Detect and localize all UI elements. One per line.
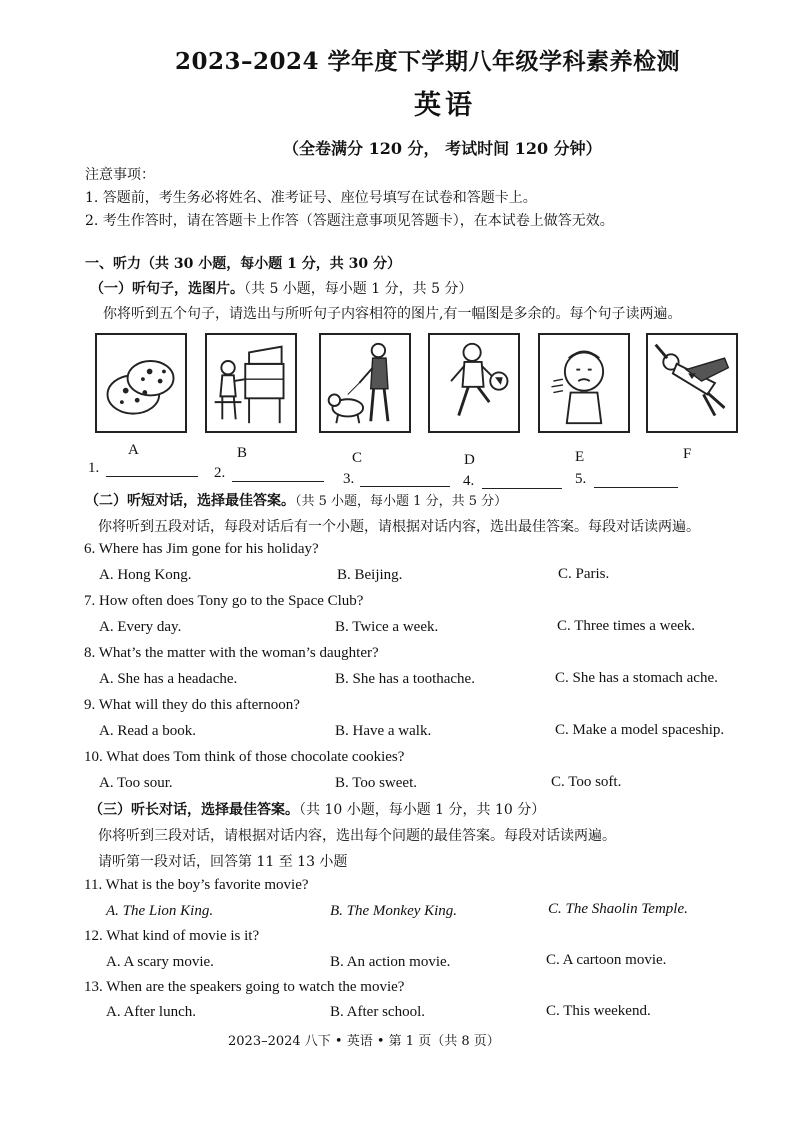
q10-option-c[interactable]: C. Too soft. — [551, 774, 622, 790]
answer-blank-1[interactable] — [106, 476, 198, 477]
q8-option-a[interactable]: A. She has a headache. — [99, 671, 238, 687]
part1-heading-line — [90, 278, 472, 298]
superman-icon — [646, 333, 738, 433]
q11-option-b[interactable]: B. The Monkey King. — [330, 903, 458, 919]
q6-option-c[interactable]: C. Paris. — [558, 566, 610, 582]
q13-option-a[interactable]: A. After lunch. — [106, 1004, 196, 1020]
part3-heading-note: （共 10 小题，每小题 1 分，共 10 分） — [299, 802, 546, 818]
question-13: 13. When are the speakers going to watch the movie? — [84, 979, 405, 995]
answer-blank-4[interactable] — [482, 488, 562, 489]
picture-letter-e: E — [575, 449, 585, 465]
picture-letter-f: F — [683, 446, 692, 462]
q6-option-b[interactable]: B. Beijing. — [337, 567, 403, 583]
picture-letter-b: B — [237, 445, 248, 461]
picture-letter-c: C — [352, 450, 363, 466]
q9-option-c[interactable]: C. Make a model spaceship. — [555, 722, 725, 738]
q8-option-c[interactable]: C. She has a stomach ache. — [555, 670, 718, 686]
exam-title: 2023–2024 学年度下学期八年级学科素养检测 — [175, 48, 681, 75]
q7-option-a[interactable]: A. Every day. — [99, 619, 182, 635]
q7-option-b[interactable]: B. Twice a week. — [335, 619, 439, 635]
cookies-icon — [95, 333, 187, 433]
question-8: 8. What’s the matter with the woman’s daughter? — [84, 645, 379, 661]
q7-option-c[interactable]: C. Three times a week. — [557, 618, 696, 634]
note-item-2: 2. 考生作答时，请在答题卡上作答（答题注意事项见答题卡），在本试卷上做答无效。 — [85, 213, 614, 229]
q12-option-a[interactable]: A. A scary movie. — [106, 954, 214, 970]
sick-boy-icon — [538, 333, 630, 433]
part3-heading-line — [89, 799, 545, 819]
subject-title: 英语 — [414, 90, 476, 121]
q6-option-a[interactable]: A. Hong Kong. — [99, 567, 192, 583]
q9-option-b[interactable]: B. Have a walk. — [335, 723, 432, 739]
note-item-1: 1. 答题前，考生务必将姓名、准考证号、座位号填写在试卷和答题卡上。 — [85, 190, 537, 206]
part3-sub-instruction: 请听第一段对话，回答第 11 至 13 小题 — [98, 854, 348, 870]
q12-option-b[interactable]: B. An action movie. — [330, 954, 451, 970]
blank-label-5: 5. — [575, 471, 587, 487]
part2-heading-line — [85, 490, 507, 510]
answer-blank-3[interactable] — [360, 486, 450, 487]
part2-heading: （二）听短对话，选择最佳答案。 — [85, 493, 295, 509]
question-11: 11. What is the boy’s favorite movie? — [84, 877, 309, 893]
q9-option-a[interactable]: A. Read a book. — [99, 723, 197, 739]
section-listening-heading: 一、听力（共 30 小题，每小题 1 分，共 30 分） — [85, 256, 401, 272]
q10-option-a[interactable]: A. Too sour. — [99, 775, 173, 791]
q11-option-a[interactable]: A. The Lion King. — [106, 903, 214, 919]
picture-letter-d: D — [464, 452, 475, 468]
part2-heading-note: （共 5 小题，每小题 1 分，共 5 分） — [295, 494, 508, 509]
q13-option-b[interactable]: B. After school. — [330, 1004, 425, 1020]
part3-heading: （三）听长对话，选择最佳答案。 — [89, 802, 299, 818]
blank-label-4: 4. — [463, 473, 475, 489]
score-time: （全卷满分 120 分， 考试时间 120 分钟） — [283, 139, 602, 158]
dog-walking-icon — [319, 333, 411, 433]
blank-label-1: 1. — [88, 460, 100, 476]
part2-instruction: 你将听到五段对话，每段对话后有一个小题，请根据对话内容，选出最佳答案。每段对话读两遍。 — [98, 519, 700, 535]
part1-instruction: 你将听到五个句子，请选出与所听句子内容相符的图片,有一幅图是多余的。每个句子读两遍。 — [103, 306, 682, 322]
piano-player-icon — [205, 333, 297, 433]
picture-letter-a: A — [128, 442, 139, 458]
q13-option-c[interactable]: C. This weekend. — [546, 1003, 651, 1019]
q10-option-b[interactable]: B. Too sweet. — [335, 775, 418, 791]
blank-label-2: 2. — [214, 465, 226, 481]
boy-football-icon — [428, 333, 520, 433]
part1-heading: （一）听句子，选图片。 — [90, 281, 244, 297]
q11-option-c[interactable]: C. The Shaolin Temple. — [548, 901, 688, 917]
page-footer: 2023–2024 八下 • 英语 • 第 1 页（共 8 页） — [228, 1034, 500, 1049]
question-6: 6. Where has Jim gone for his holiday? — [84, 541, 319, 557]
question-10: 10. What does Tom think of those chocolate cookies? — [84, 749, 405, 765]
question-12: 12. What kind of movie is it? — [84, 928, 260, 944]
question-9: 9. What will they do this afternoon? — [84, 697, 300, 713]
question-7: 7. How often does Tony go to the Space Club? — [84, 593, 364, 609]
blank-label-3: 3. — [343, 471, 355, 487]
answer-blank-5[interactable] — [594, 487, 678, 488]
answer-blank-2[interactable] — [232, 481, 324, 482]
q12-option-c[interactable]: C. A cartoon movie. — [546, 952, 667, 968]
part3-instruction: 你将听到三段对话，请根据对话内容，选出每个问题的最佳答案。每段对话读两遍。 — [98, 828, 616, 844]
notes-heading: 注意事项： — [85, 167, 155, 183]
part1-heading-note: （共 5 小题，每小题 1 分，共 5 分） — [244, 281, 473, 297]
q8-option-b[interactable]: B. She has a toothache. — [335, 671, 475, 687]
